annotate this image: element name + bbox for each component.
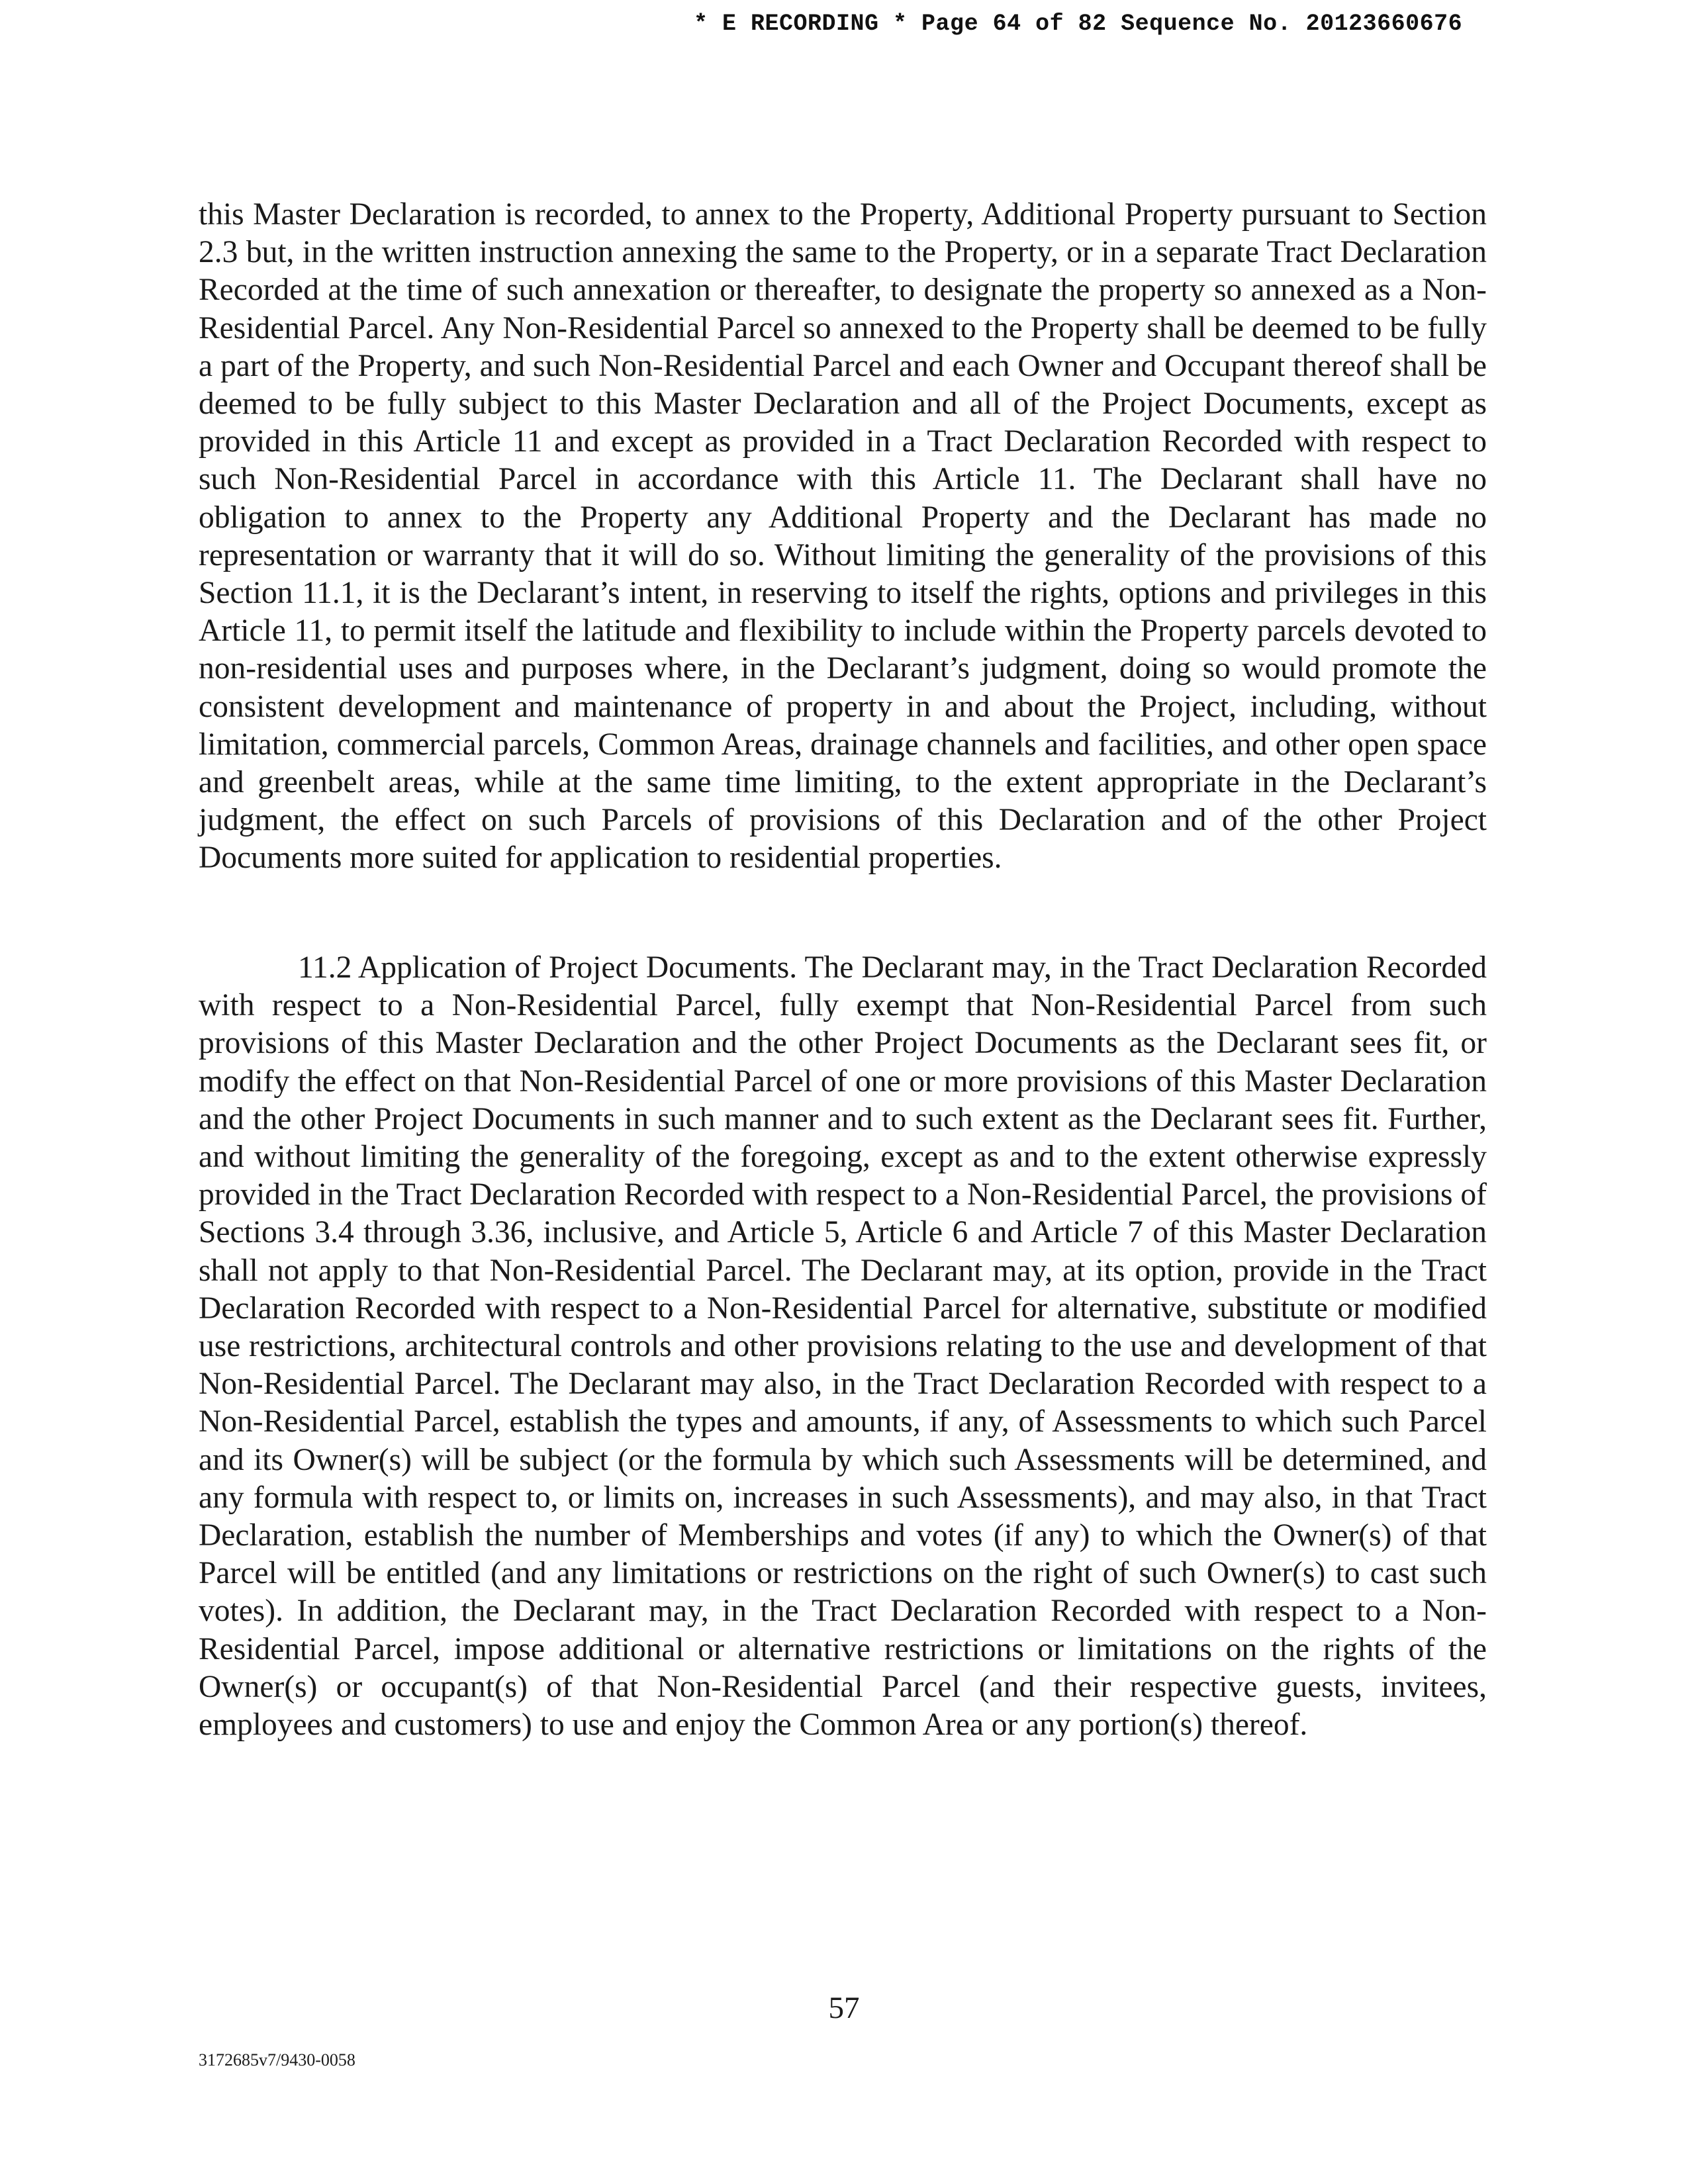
document-id: 3172685v7/9430-0058: [199, 2050, 355, 2070]
recording-header-stamp: * E RECORDING * Page 64 of 82 Sequence No. 20123660676: [694, 11, 1463, 37]
body-paragraph-section-11-2: 11.2 Application of Project Documents. The Declarant may, in the Tract Declaration Recorded with respect to a Non-Residential Parcel, fully exempt that Non-Residential Parcel from such provisions of this Master Declaration and the other Project Documents as the Declarant sees fit, or modify the effect on that Non-Residential Parcel of one or more provisions of this Master Declaration and the other Project Documents in such manner and to such extent as the Declarant sees fit. Further, and without limiting the generality of the foregoing, except as and to the extent otherwise expressly provided in the Tract Declaration Recorded with respect to a Non-Residential Parcel, the provisions of Sections 3.4 through 3.36, inclusive, and Article 5, Article 6 and Article 7 of this Master Declaration shall not apply to that Non-Residential Parcel. The Declarant may, at its option, provide in the Tract Declaration Recorded with respect to a Non-Residential Parcel for alternative, substitute or modified use restrictions, architectural controls and other provisions relating to the use and development of that Non-Residential Parcel. The Declarant may also, in the Tract Declaration Recorded with respect to a Non-Residential Parcel, establish the types and amounts, if any, of Assessments to which such Parcel and its Owner(s) will be subject (or the formula by which such Assessments will be determined, and any formula with respect to, or limits on, increases in such Assessments), and may also, in that Tract Declaration, establish the number of Memberships and votes (if any) to which the Owner(s) of that Parcel will be entitled (and any limitations or restrictions on the right of such Owner(s) to cast such votes). In addition, the Declarant may, in the Tract Declaration Recorded with respect to a Non-Residential Parcel, impose additional or alternative restrictions or limitations on the rights of the Owner(s) or occupant(s) of that Non-Residential Parcel (and their respective guests, invitees, employees and customers) to use and enjoy the Common Area or any portion(s) thereof.: [199, 950, 1487, 1743]
body-paragraph-continuation: this Master Declaration is recorded, to annex to the Property, Additional Property pursuant to Section 2.3 but, in the written instruction annexing the same to the Property, or in a separate Tract Declaration Recorded at the time of such annexation or thereafter, to designate the property so annexed as a Non-Residential Parcel. Any Non-Residential Parcel so annexed to the Property shall be deemed to be fully a part of the Property, and such Non-Residential Parcel and each Owner and Occupant thereof shall be deemed to be fully subject to this Master Declaration and all of the Project Documents, except as provided in this Article 11 and except as provided in a Tract Declaration Recorded with respect to such Non-Residential Parcel in accordance with this Article 11. The Declarant shall have no obligation to annex to the Property any Additional Property and the Declarant has made no representation or warranty that it will do so. Without limiting the generality of the provisions of this Section 11.1, it is the Declarant’s intent, in reserving to itself the rights, options and privileges in this Article 11, to permit itself the latitude and flexibility to include within the Property parcels devoted to non-residential uses and purposes where, in the Declarant’s judgment, doing so would promote the consistent development and maintenance of property in and about the Project, including, without limitation, commercial parcels, Common Areas, drainage channels and facilities, and other open space and greenbelt areas, while at the same time limiting, to the extent appropriate in the Declarant’s judgment, the effect on such Parcels of provisions of this Declaration and of the other Project Documents more suited for application to residential properties.: [199, 197, 1487, 876]
page-number: 57: [828, 1991, 860, 2025]
